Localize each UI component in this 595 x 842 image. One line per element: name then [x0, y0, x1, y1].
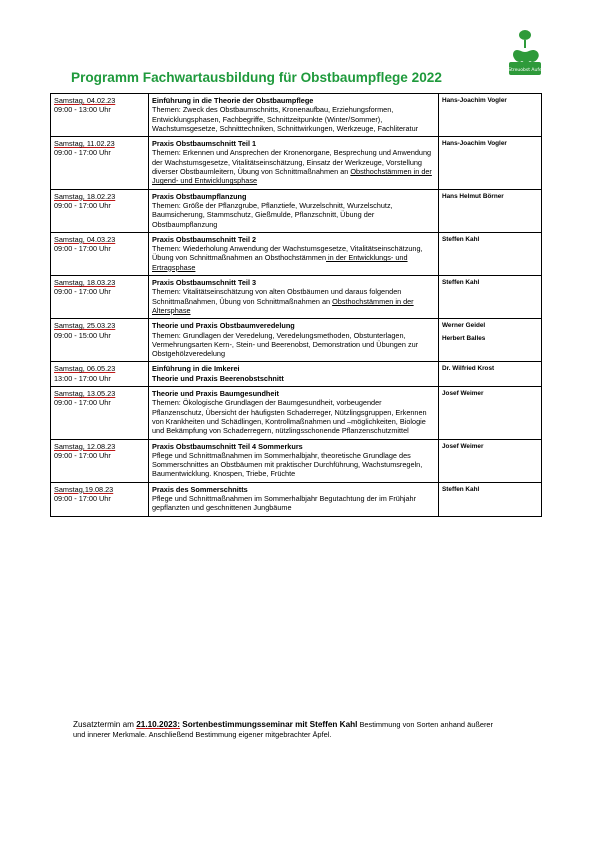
session-time: 09:00 - 17:00 Uhr: [54, 398, 111, 408]
instructor-cell: [439, 439, 542, 482]
topic-cell: [149, 232, 439, 275]
topic-cell: [149, 439, 439, 482]
session-topic: Praxis Obstbaumpflanzung: [152, 191, 247, 201]
session-description-underlined: in der Entwicklungs- und Ertragsphase: [152, 253, 408, 272]
extra-prefix: Zusatztermin am: [73, 720, 137, 729]
schedule-row: [51, 362, 542, 387]
session-date: Samstag, 11.02.23: [54, 139, 115, 149]
topic-cell: [149, 137, 439, 189]
session-description: [152, 105, 435, 133]
instructor-name: Hans-Joachim Vogler: [442, 97, 507, 104]
schedule-row: [51, 189, 542, 232]
session-description-underlined: Obsthochstämmen in der Altersphase: [152, 296, 414, 315]
session-description-text: Themen: Grundlagen der Veredelung, Veredelungsmethoden, Obstunterlagen, Vermehrungsarten Kern-, Stein- und Beerenobst, Demonstration und Übungen zur Obstgehölzveredelung: [152, 330, 419, 359]
extra-date: 21.10.2023:: [136, 720, 180, 729]
session-description-text: Themen: Zweck des Obstbaumschnitts, Kronenaufbau, Erziehungsformen, Entwicklungsphasen, Fachbegriffe, Schnittzeitpunkte (Winter/Sommer), Wachstumsgesetze, Schnitttechniken, Schnittwirkungen, Werkzeuge, Fachliteratur: [152, 105, 419, 133]
schedule-row: [51, 276, 542, 319]
session-date: Samstag, 04.02.23: [54, 96, 116, 105]
schedule-row: [51, 232, 542, 275]
session-date: Samstag, 25.03.23: [54, 321, 116, 331]
session-date: Samstag, 13.05.23: [54, 389, 116, 399]
session-topic: Praxis Obstbaumschnitt Teil 1: [152, 139, 257, 149]
session-date: Samstag, 18.03.23: [54, 278, 116, 288]
session-time: 09:00 - 15:00 Uhr: [54, 330, 111, 340]
date-cell: [51, 439, 149, 482]
instructor-cell: [439, 137, 542, 189]
session-description-text: Themen: Ökologische Grundlagen der Baumgesundheit, vorbeugender Pflanzenschutz, Übersicht der häufigsten Schaderreger, Nützlingsgruppen, Erkennen von Krankheiten und Schädlingen, Kontrollmaßnahmen und –möglichkeiten, Biologie und Bekämpfung von Schaderregern, nützlingsschonende Pflanzenschutzmittel: [152, 398, 427, 436]
session-description-underlined: Obsthochstämmen in der Jugend- und Entwicklungsphase: [152, 167, 432, 186]
extra-title: Sortenbestimmungsseminar mit Steffen Kahl: [179, 720, 358, 729]
topic-cell: [149, 482, 439, 516]
date-cell: [51, 94, 149, 137]
date-cell: [51, 232, 149, 275]
session-topic: Einführung in die Theorie der Obstbaumpflege: [152, 96, 314, 105]
session-time: 09:00 - 17:00 Uhr: [54, 200, 111, 210]
instructor-cell: [439, 189, 542, 232]
instructor-cell: [439, 362, 542, 387]
topic-cell: [149, 276, 439, 319]
svg-text:Streuobst Aufe: Streuobst Aufe: [508, 68, 542, 73]
topic-cell: [149, 189, 439, 232]
instructor-name: Steffen Kahl: [442, 235, 480, 243]
topic-cell: [149, 94, 439, 137]
instructor-name: Steffen Kahl: [442, 485, 480, 493]
session-topic: Praxis des Sommerschnitts: [152, 484, 248, 494]
session-topic: Theorie und Praxis Obstbaumveredelung: [152, 321, 295, 331]
instructor-cell: [439, 94, 542, 137]
session-date: Samstag, 12.08.23: [54, 441, 116, 451]
session-description: [152, 287, 435, 315]
instructor-cell: [439, 319, 542, 362]
schedule-row: [51, 137, 542, 189]
extra-session: [73, 720, 493, 739]
instructor-name: Josef Weimer: [442, 390, 484, 398]
session-topic: Praxis Obstbaumschnitt Teil 2: [152, 234, 257, 244]
session-date: Samstag, 04.03.23: [54, 234, 116, 244]
instructor-name: Dr. Wilfried Krost: [442, 365, 495, 373]
session-topic: Praxis Obstbaumschnitt Teil 3: [152, 278, 257, 288]
instructor-name: Werner Geidel: [442, 322, 486, 330]
session-description-text: Themen: Größe der Pflanzgrube, Pflanztiefe, Wurzelschnitt, Wurzelschutz, Baumsicherung, Stammschutz, Gießmulde, Pflanzschnitt, Übung der Obstbaumpflanzung: [152, 200, 393, 229]
session-time: 09:00 - 17:00 Uhr: [54, 493, 111, 503]
schedule-row: [51, 482, 542, 516]
session-topic: Theorie und Praxis Beerenobstschnitt: [152, 373, 284, 383]
topic-cell: [149, 362, 439, 387]
date-cell: [51, 189, 149, 232]
session-time: 09:00 - 13:00 Uhr: [54, 105, 111, 115]
page-title: Programm Fachwartausbildung für Obstbaumpflege 2022: [71, 70, 442, 85]
schedule-row: [51, 319, 542, 362]
session-description: [152, 148, 435, 185]
session-description-text: Pflege und Schnittmaßnahmen im Sommerhalbjahr Begutachtung der im Frühjahr gepflanzten und geschnittenen Jungbäume: [152, 493, 417, 513]
session-description: [152, 398, 435, 435]
instructor-cell: [439, 482, 542, 516]
extra-text: Bestimmung von Sorten anhand äußerer und innerer Merkmale. Anschließend Bestimmung eigener mitgebrachter Äpfel.: [73, 720, 493, 739]
schedule-row: [51, 387, 542, 439]
date-cell: [51, 482, 149, 516]
date-cell: [51, 319, 149, 362]
session-date: Samstag, 06.05.23: [54, 364, 116, 374]
instructor-name: Josef Weimer: [442, 442, 484, 450]
instructor-name: Hans-Joachim Vogler: [442, 140, 507, 148]
session-description-text: Themen: Wiederholung Anwendung der Wachstumsgesetze, Vitalitätseinschätzung, Übung von Schnittmaßnahmen an Obsthochstämmen: [152, 244, 423, 263]
date-cell: [51, 387, 149, 439]
session-description: [152, 244, 435, 272]
session-date: Samstag,19.08.23: [54, 484, 114, 494]
schedule-table: [50, 93, 542, 517]
instructor-cell: [439, 387, 542, 439]
date-cell: [51, 276, 149, 319]
session-topic: Einführung in die Imkerei: [152, 364, 240, 374]
apple-tree-logo: [507, 26, 543, 76]
topic-cell: [149, 319, 439, 362]
session-time: 13:00 - 17:00 Uhr: [54, 373, 111, 383]
instructor-name: Steffen Kahl: [442, 279, 480, 287]
session-topic: Praxis Obstbaumschnitt Teil 4 Sommerkurs: [152, 441, 303, 451]
date-cell: [51, 362, 149, 387]
instructor-cell: [439, 232, 542, 275]
session-description: [152, 451, 435, 479]
session-date: Samstag, 18.02.23: [54, 191, 116, 201]
session-description-text: Pflege und Schnittmaßnahmen im Sommerhalbjahr, theoretische Grundlage des Sommerschnittes an Obstbäumen mit praktischer Durchführung, Wachstumsregeln, Baumentwicklung. Knospen, Triebe, Früchte: [152, 450, 423, 479]
instructor-name: Hans Helmut Börner: [442, 192, 504, 200]
session-description: [152, 494, 435, 513]
session-time: 09:00 - 17:00 Uhr: [54, 244, 111, 254]
instructor-cell: [439, 276, 542, 319]
date-cell: [51, 137, 149, 189]
schedule-row: [51, 94, 542, 137]
topic-cell: [149, 387, 439, 439]
session-description-text: Themen: Vitalitätseinschätzung von alten Obstbäumen und daraus folgenden Schnittmaßnahmen, Übung von Schnittmaßnahmen an: [152, 287, 402, 306]
session-description: [152, 331, 435, 359]
session-time: 09:00 - 17:00 Uhr: [54, 287, 111, 297]
session-description-text: Themen: Erkennen und Ansprechen der Kronenorgane, Besprechung und Anwendung der Wachstumsgesetze, Vitalitätseinschätzung, Einsatz der Werkzeuge, Vorstellung diverser Obstbaumleitern, Übung von Schnittmaßnahmen an: [152, 148, 432, 177]
instructor-name: Herbert Balles: [442, 334, 486, 342]
session-topic: Theorie und Praxis Baumgesundheit: [152, 389, 279, 399]
session-time: 09:00 - 17:00 Uhr: [54, 450, 111, 460]
session-description: [152, 201, 435, 229]
schedule-row: [51, 439, 542, 482]
session-time: 09:00 - 17:00 Uhr: [54, 148, 111, 158]
